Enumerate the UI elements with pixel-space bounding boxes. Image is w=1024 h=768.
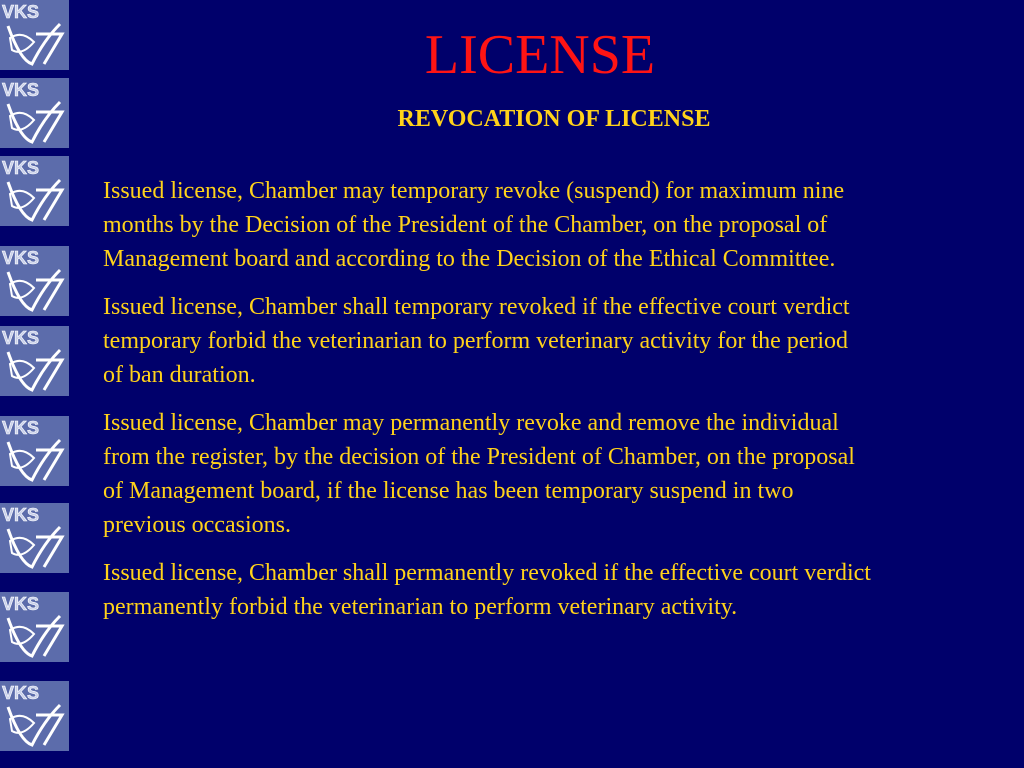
vks-logo-icon <box>0 681 69 751</box>
slide-title: LICENSE <box>424 24 656 86</box>
svg-text:VKS: VKS <box>2 328 40 348</box>
vks-logo-icon <box>0 156 69 226</box>
vks-logo-icon <box>0 246 69 316</box>
svg-text:VKS: VKS <box>2 594 40 614</box>
svg-text:VKS: VKS <box>2 248 40 268</box>
paragraph-court-permanent-ban: Issued license, Chamber shall permanently revoked if the effective court verdict permanently forbid the veterinarian to perform veterinary activity. <box>103 560 871 620</box>
vks-logo-icon <box>0 416 69 486</box>
vks-logo-icon <box>0 503 69 573</box>
svg-text:VKS: VKS <box>2 683 40 703</box>
paragraph-court-temporary-ban: Issued license, Chamber shall temporary revoked if the effective court verdict temporary forbid the veterinarian to perform veterinary activity for the period of ban duration. <box>103 294 850 388</box>
svg-text:VKS: VKS <box>2 505 40 525</box>
svg-text:VKS: VKS <box>2 418 40 438</box>
vks-logo-icon <box>0 326 69 396</box>
slide-subtitle: REVOCATION OF LICENSE <box>397 106 711 132</box>
vks-logo-icon <box>0 592 69 662</box>
svg-text:VKS: VKS <box>2 2 40 22</box>
svg-text:VKS: VKS <box>2 158 40 178</box>
paragraph-permanent-removal: Issued license, Chamber may permanently revoke and remove the individual from the register, by the decision of the President of Chamber, on the proposal of Management board, if the license has been temporary suspend in two previous occasions. <box>103 410 855 538</box>
body-text <box>103 174 873 638</box>
paragraph-temporary-suspension: Issued license, Chamber may temporary revoke (suspend) for maximum nine months by the Decision of the President of the Chamber, on the proposal of Management board and according to the Decision of the Ethical Committee. <box>103 178 845 272</box>
svg-text:VKS: VKS <box>2 80 40 100</box>
